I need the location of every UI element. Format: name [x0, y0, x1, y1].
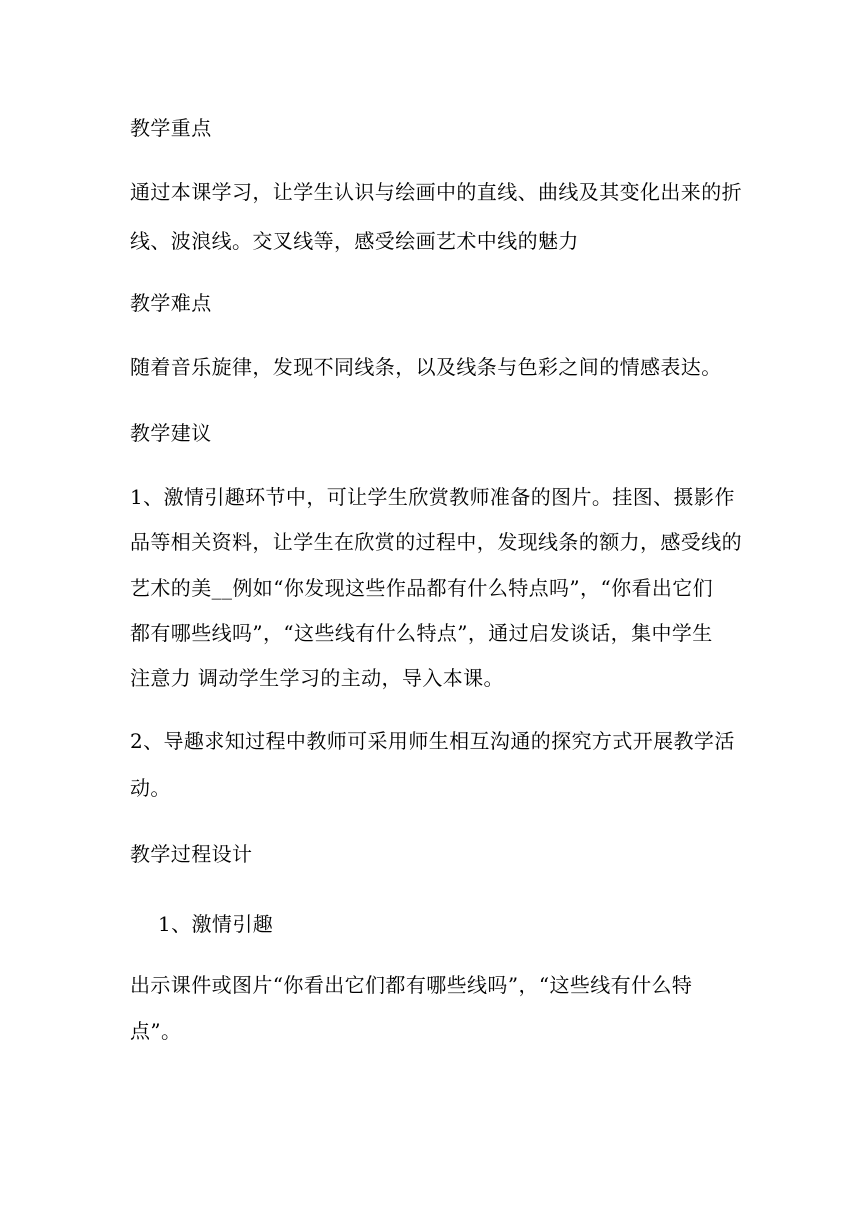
- focus-text-line: 线、波浪线。交叉线等，感受绘画艺术中线的魅力: [130, 229, 579, 253]
- heading-teaching-difficulty: 教学难点: [130, 291, 212, 315]
- suggestion1-text-line: 1、激情引趣环节中，可让学生欣赏教师准备的图片。挂图、摄影作: [130, 485, 735, 509]
- suggestion1-text-line: 艺术的美__例如“你发现这些作品都有什么特点吗”，“你看出它们: [130, 576, 714, 600]
- process-text-line: 点”。: [130, 1019, 182, 1043]
- suggestion2-text-line: 动。: [130, 776, 171, 800]
- suggestion2-text-line: 2、导趣求知过程中教师可采用师生相互沟通的探究方式开展教学活: [130, 729, 735, 753]
- suggestion1-text-line: 注意力 调动学生学习的主动，导入本课。: [130, 666, 504, 690]
- suggestion1-text-line: 都有哪些线吗”，“这些线有什么特点”，通过启发谈话，集中学生: [130, 621, 713, 645]
- heading-teaching-process: 教学过程设计: [130, 842, 253, 866]
- focus-text-line: 通过本课学习，让学生认识与绘画中的直线、曲线及其变化出来的折: [130, 180, 742, 204]
- difficulty-text-line: 随着音乐旋律，发现不同线条，以及线条与色彩之间的情感表达。: [130, 355, 722, 379]
- process-step-heading: 1、激情引趣: [158, 912, 274, 936]
- heading-teaching-focus: 教学重点: [130, 116, 212, 140]
- heading-teaching-suggestion: 教学建议: [130, 421, 212, 445]
- process-text-line: 出示课件或图片“你看出它们都有哪些线吗”，“这些线有什么特: [130, 973, 693, 997]
- suggestion1-text-line: 品等相关资料，让学生在欣赏的过程中，发现线条的额力，感受线的: [130, 530, 742, 554]
